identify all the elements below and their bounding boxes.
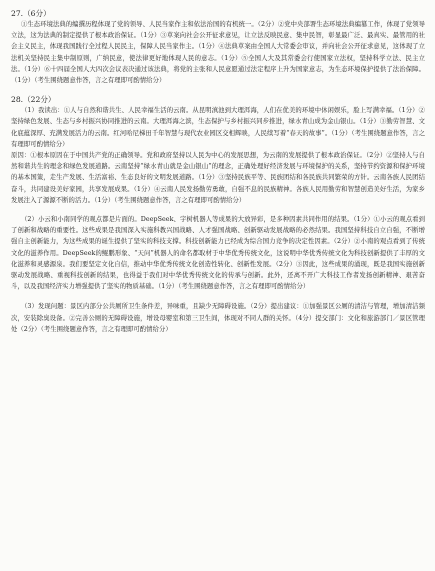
q27-heading: 27.（6分） [11,9,51,18]
q28-part1-answer: （1）我读出：①人与自然和谐共生、人民幸福生活的云南。从昆明滇池到大理洱海，人们在优美的环境中休闲娱乐，脸上写满幸福。（1分）②坚持绿色发展、生态与乡村振兴协同推进的云南。大理洱海之滨，生态保护与乡村振兴同步推进，绿水青山成为金山银山。（1分）③勤劳智慧、文化底蕴深厚、充满发展活力的云南。红河哈尼梯田千年智慧与现代农业园区交相辉映，人民续写着“春天的故事”。（1分）（考生围绕题意作答，言之有理即可酌情给分） [11,107,425,148]
q28-part2-answer: （2）小云和小南同学的观点都是片面的。DeepSeek、宇树机器人等成果的大放异彩，是多种因素共同作用的结果。（1分）①小云的观点看到了创新和战略的重要性。这些成果是我国深入实施科教兴国战略、人才强国战略、创新驱动发展战略的必然结果。我国坚持科技自立自强，不断增强自主创新能力，为这些成果的诞生提供了坚实的科技支撑。科技创新能力已经成为综合国力竞争的决定性因素。（2分）②小南的观点看到了传统文化的滋养作用。DeepSeek的鲲鹏形象、“天问”机器人的命名都取材于中华优秀传统文化，这说明中华优秀传统文化为科技创新提供了丰厚的文化滋养和灵感源泉。我们要坚定文化自信，推动中华优秀传统文化创造性转化、创新性发展。（2分）③因此，这些成果的涌现，既是我国实施创新驱动发展战略、重视科技创新的结果，也得益于我们对中华优秀传统文化的传承与创新。此外，还离不开广大科技工作者发扬创新精神、艰苦奋斗，以及我国经济实力增强提供了坚实的物质基础。（1分）（考生围绕题意作答，言之有理即可酌情给分） [11,216,425,291]
q28-part1-reasons: 原因：①根本原因在于中国共产党的正确领导。党和政府坚持以人民为中心的发展思想，为云南的发展提供了根本政治保证。（2分）②坚持人与自然和谐共生的理念和绿色发展道路。云南坚持“绿水青山就是金山银山”的理念，正确处理好经济发展与环境保护的关系，坚持节约资源和保护环境的基本国策，走生产发展、生活富裕、生态良好的文明发展道路。（1分）③坚持民族平等、民族团结和各民族共同繁荣的方针。云南各族人民团结奋斗，共同建设美好家园，共享发展成果。（1分）④云南人民发扬勤劳勇敢，自强不息的民族精神。各族人民用勤劳和智慧创造美好生活，为家乡发展注入了源源不断的活力。（1分）（考生围绕题意作答，言之有理即可酌情给分） [11,152,425,204]
q28-part3-answer: （3）发现问题：景区内部分公共厕所卫生条件差，异味重，且缺少无障碍设施。（2分）提出建议：①加强景区公厕的清洁与管理，增加清洁频次，安装除臭设备。②完善公厕的无障碍设施，增设母婴室和第三卫生间，体现对不同人群的关怀。（4分）提交部门：文化和旅游部门／景区管理处（2分）（考生围绕题意作答，言之有理即可酌情给分） [11,303,425,333]
q27-answer: ①生态环境法典的编撰历程体现了党的领导、人民当家作主和依法治国的有机统一。（2分）②党中央部署生态环境法典编纂工作，体现了党领导立法，这为法典的制定提供了根本政治保证。（1分）③草案向社会公开征求意见，让立法反映民意、集中民智，彰显最广泛、最真实、最管用的社会主义民主，体现我国践行全过程人民民主，保障人民当家作主。（1分）④法典草案由全国人大常委会审议，并向社会公开征求意见，这体现了立法机关坚持民主集中制原则，广纳民意，使法律更好地体现人民的意志。（1分）⑤全国人大及其常委会行使国家立法权，坚持科学立法、民主立法。（1分）⑥十四届全国人大四次会议表决通过该法典，将党的主张和人民意愿通过法定程序上升为国家意志，为生态环境保护提供了法治保障。（1分）（考生围绕题意作答，言之有理即可酌情给分） [11,21,425,85]
q28-heading: 28.（22分） [11,95,56,105]
